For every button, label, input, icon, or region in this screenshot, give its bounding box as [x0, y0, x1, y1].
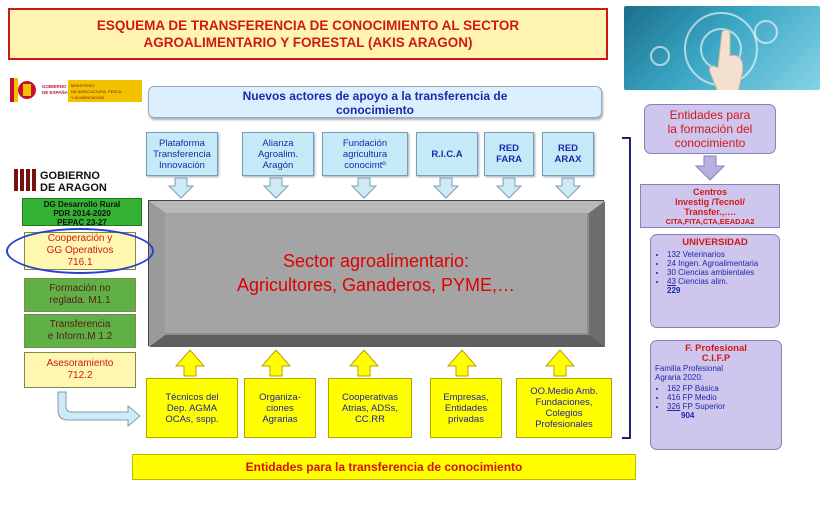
ministry-logo-line2: DE ESPAÑA — [42, 90, 68, 95]
arrow-down-right — [696, 156, 724, 180]
central-sector-text — [165, 213, 587, 333]
fp-intro2: Agraria 2020: — [655, 373, 704, 382]
right-header: Entidades para la formación del conocimiento — [644, 104, 776, 154]
aragon-logo-line1: GOBIERNO — [40, 170, 100, 182]
dg-desarrollo-rural: DG Desarrollo Rural PDR 2014-2020 PEPAC 23-27 — [22, 198, 142, 226]
bottom-actor-oo-medio: OO.Medio Amb. Fundaciones, Colegios Profesionales — [516, 378, 612, 438]
top-actor-red-fara: RED FARA — [484, 132, 534, 176]
bottom-banner: Entidades para la transferencia de conocimiento — [132, 454, 636, 480]
universidad-item: • 132 Veterinarios — [667, 250, 775, 259]
arrow-curved-left — [58, 392, 140, 426]
bottom-actor-organizaciones: Organiza- ciones Agrarias — [244, 378, 316, 438]
ministry-logo-side2: DE AGRICULTURA, PESCA — [71, 89, 122, 94]
right-bracket — [622, 138, 630, 438]
universidad-total: 229 — [667, 286, 681, 295]
fp-item: • 416 FP Medio — [667, 393, 777, 402]
top-actor-fundacion: Fundación agricultura conocimtº — [322, 132, 408, 176]
right-fp — [650, 340, 782, 450]
top-actor-red-arax: RED ARAX — [542, 132, 594, 176]
top-actor-alianza: Alianza Agroalim. Aragón — [242, 132, 314, 176]
arrow-down-2 — [264, 178, 288, 198]
arrow-down-3 — [352, 178, 376, 198]
fp-item: • 326 FP Superior — [667, 402, 777, 411]
universidad-item: • 24 Ingen. Agroalimentaria — [667, 259, 775, 268]
fp-title1: F. Profesional — [685, 343, 747, 354]
arrow-up-4 — [448, 350, 476, 376]
universidad-item: • 30 Ciencias ambientales — [667, 268, 775, 277]
central-line1: Sector agroalimentario: — [282, 251, 470, 271]
fp-title2: C.I.F.P — [701, 353, 731, 364]
universidad-title: UNIVERSIDAD — [682, 237, 748, 248]
top-actor-plataforma: Plataforma Transferencia Innovación — [146, 132, 218, 176]
arrow-up-3 — [350, 350, 378, 376]
universidad-item: • 43 Ciencias alim. — [667, 277, 775, 286]
top-actor-rica: R.I.C.A — [416, 132, 478, 176]
arrow-up-5 — [546, 350, 574, 376]
arrow-down-6 — [556, 178, 580, 198]
ministry-logo-side1: MINISTERIO — [71, 83, 95, 88]
ministry-logo-line1: GOBIERNO — [42, 84, 67, 89]
title-line-1: ESQUEMA DE TRANSFERENCIA DE CONOCIMIENTO AL SECTOR — [96, 18, 520, 33]
left-transferencia: Transferencia e Inform.M 1.2 — [24, 314, 136, 348]
central-sector-box — [148, 200, 604, 346]
highlight-ellipse — [6, 228, 154, 274]
left-formacion: Formación no reglada. M1.1 — [24, 278, 136, 312]
arrow-down-4 — [434, 178, 458, 198]
arrow-down-5 — [497, 178, 521, 198]
right-universidad — [650, 234, 780, 328]
left-asesoramiento: Asesoramiento 712.2 — [24, 352, 136, 388]
ministry-logo-side3: Y ALIMENTACIÓN — [71, 95, 105, 100]
title-line-2: AGROALIMENTARIO Y FORESTAL (AKIS ARAGON) — [143, 35, 473, 50]
aragon-logo-line2: DE ARAGON — [40, 182, 107, 194]
fp-intro1: Familia Profesional — [655, 364, 724, 373]
new-actors-line2: conocimiento — [335, 103, 414, 117]
new-actors-line1: Nuevos actores de apoyo a la transferencia de — [242, 89, 508, 103]
arrow-down-1 — [169, 178, 193, 198]
fp-total: 904 — [681, 411, 695, 420]
central-line2: Agricultores, Ganaderos, PYME,… — [236, 275, 516, 295]
left-cooperacion: Cooperación y GG Operativos 716.1 — [24, 232, 136, 270]
bottom-actor-empresas: Empresas, Entidades privadas — [430, 378, 502, 438]
fp-item: • 162 FP Básica — [667, 384, 777, 393]
arrow-up-2 — [262, 350, 290, 376]
right-centros: Centros Investig /Tecnol/ Transfer.,…. CITA,FITA,CTA,EEADJA2 — [640, 184, 780, 228]
arrow-up-1 — [176, 350, 204, 376]
bottom-actor-cooperativas: Cooperativas Atrias, ADSs, CC.RR — [328, 378, 412, 438]
bottom-actor-tecnicos: Técnicos del Dep. AGMA OCAs, sspp. — [146, 378, 238, 438]
